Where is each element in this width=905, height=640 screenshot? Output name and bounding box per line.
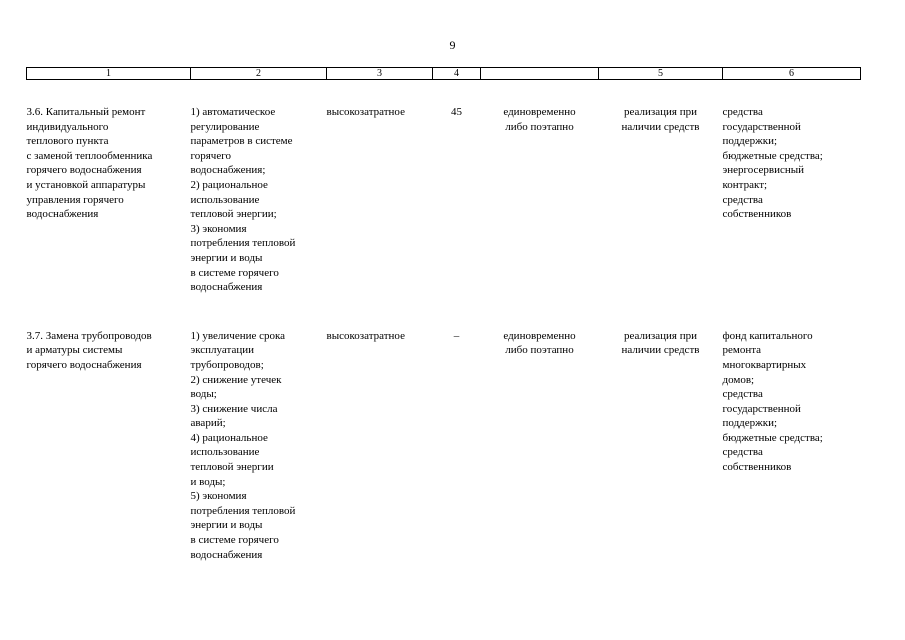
measure-cost: высокозатратное [326, 106, 405, 118]
column-number-4: 4 [433, 68, 481, 80]
measure-effect: 1) автоматическое регулирование параметров в системе горячего водоснабжения; 2) рациональное использование тепловой энергии; 3) экономия потребления тепловой энергии и воды в системе горячего водоснабжения [190, 106, 296, 294]
measure-condition: реализация при наличии средств [621, 106, 700, 133]
table-row [27, 80, 861, 295]
measure-funding-source: фонд капитального ремонта многоквартирных домов; средства государственной поддержки; бюджетные средства; средства собственников [722, 329, 823, 474]
column-number-1: 1 [27, 68, 191, 80]
column-number-blank [481, 68, 599, 80]
measure-name: 3.7. Замена трубопроводов и арматуры системы горячего водоснабжения [26, 329, 152, 371]
table-row [27, 295, 861, 563]
measure-name: 3.6. Капитальный ремонт индивидуального теплового пункта с заменой теплообменника горячего водоснабжения и установкой аппаратуры управления горячего водоснабжения [26, 106, 153, 221]
measure-effect: 1) увеличение срока эксплуатации трубопроводов; 2) снижение утечек воды; 3) снижение числа аварий; 4) рациональное использование тепловой энергии и воды; 5) экономия потребления тепловой энергии и воды в системе горячего водоснабжения [190, 329, 296, 561]
measure-frequency: единовременно либо поэтапно [503, 106, 576, 133]
measure-condition: реализация при наличии средств [621, 329, 700, 357]
measure-number: – [453, 329, 460, 342]
column-number-5: 5 [599, 68, 723, 80]
column-number-6: 6 [723, 68, 861, 80]
measure-number: 45 [451, 106, 462, 118]
measure-frequency: единовременно либо поэтапно [503, 329, 576, 357]
measure-funding-source: средства государственной поддержки; бюджетные средства; энергосервисный контракт; средства собственников [722, 106, 823, 221]
measure-cost: высокозатратное [326, 329, 405, 342]
column-number-2: 2 [191, 68, 327, 80]
measures-table [26, 67, 861, 562]
page-number: 9 [449, 38, 456, 52]
column-number-3: 3 [327, 68, 433, 80]
column-number-row [27, 68, 861, 80]
